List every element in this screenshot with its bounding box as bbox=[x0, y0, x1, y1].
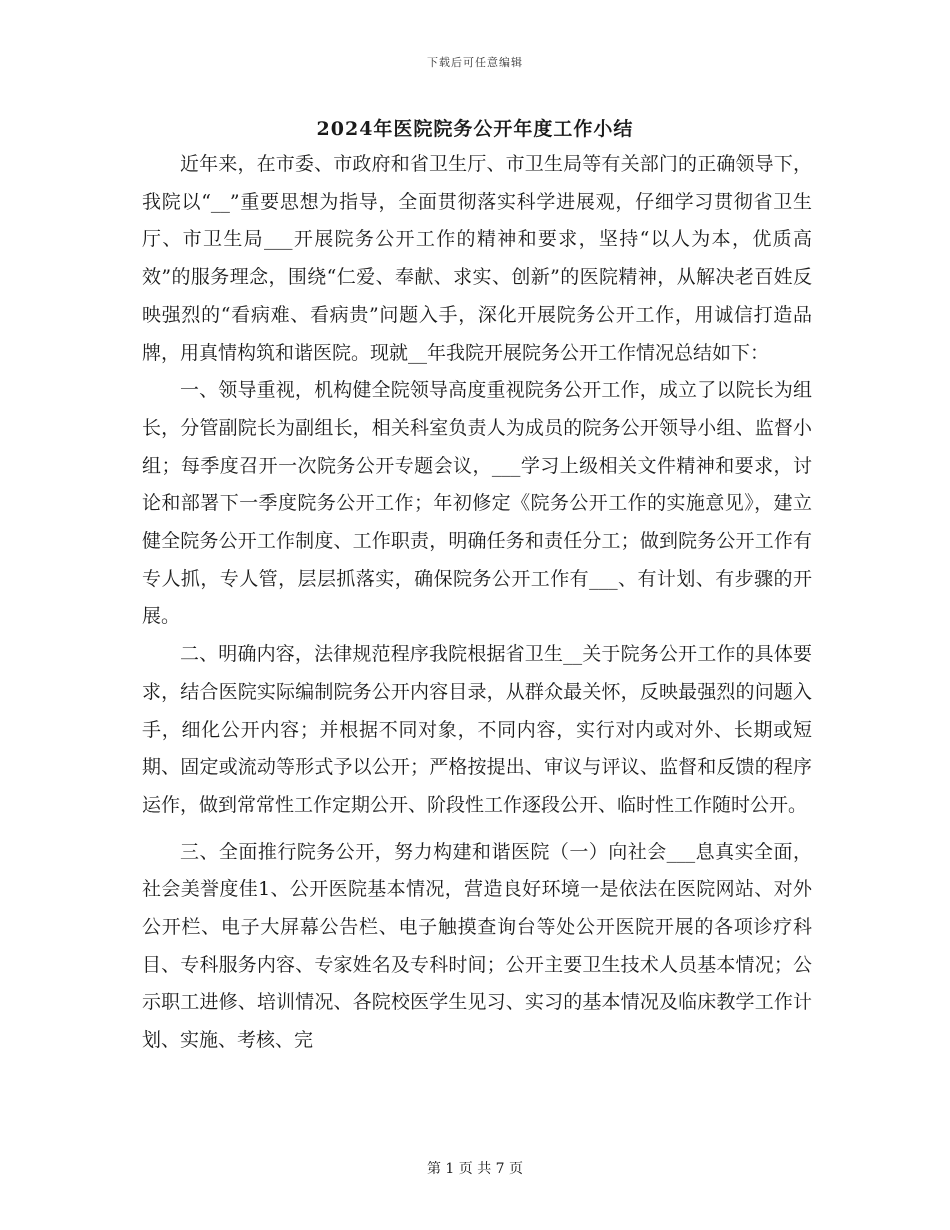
document-body bbox=[142, 146, 812, 1060]
paragraph-section-2: 二、明确内容，法律规范程序我院根据省卫生__关于院务公开工作的具体要求，结合医院实际编制院务公开内容目录，从群众最关怀，反映最强烈的问题入手，细化公开内容；并根据不同对象，不同内容，实行对内或对外、长期或短期、固定或流动等形式予以公开；严格按提出、审议与评议、监督和反馈的程序运作，做到常常性工作定期公开、阶段性工作逐段公开、临时性工作随时公开。 bbox=[142, 643, 812, 816]
page-header-note: 下载后可任意编辑 bbox=[427, 56, 523, 69]
paragraph-section-3: 三、全面推行院务公开，努力构建和谐医院（一）向社会___息真实全面，社会美誉度佳1、公开医院基本情况，营造良好环境一是依法在医院网站、对外公开栏、电子大屏幕公告栏、电子触摸查询台等处公开医院开展的各项诊疗科目、专科服务内容、专家姓名及专科时间；公开主要卫生技术人员基本情况；公示职工进修、培训情况、各院校医学生见习、实习的基本情况及临床教学工作计划、实施、考核、完 bbox=[142, 840, 812, 1052]
page-number: 第 1 页 共 7 页 bbox=[426, 1161, 524, 1177]
paragraph-intro: 近年来，在市委、市政府和省卫生厅、市卫生局等有关部门的正确领导下，我院以“__”重要思想为指导，全面贯彻落实科学进展观，仔细学习贯彻省卫生厅、市卫生局___开展院务公开工作的精神和要求，坚持“以人为本，优质高效”的服务理念，围绕“仁爱、奉献、求实、创新”的医院精神，从解决老百姓反映强烈的“看病难、看病贵”问题入手，深化开展院务公开工作，用诚信打造品牌，用真情构筑和谐医院。现就__年我院开展院务公开工作情况总结如下： bbox=[142, 153, 812, 364]
paragraph-section-1: 一、领导重视，机构健全院领导高度重视院务公开工作，成立了以院长为组长，分管副院长为副组长，相关科室负责人为成员的院务公开领导小组、监督小组；每季度召开一次院务公开专题会议，___学习上级相关文件精神和要求，讨论和部署下一季度院务公开工作；年初修定《院务公开工作的实施意见》，建立健全院务公开工作制度、工作职责，明确任务和责任分工；做到院务公开工作有专人抓，专人管，层层抓落实，确保院务公开工作有___、有计划、有步骤的开展。 bbox=[142, 379, 812, 628]
document-title: 2024年医院院务公开年度工作小结 bbox=[316, 118, 634, 140]
